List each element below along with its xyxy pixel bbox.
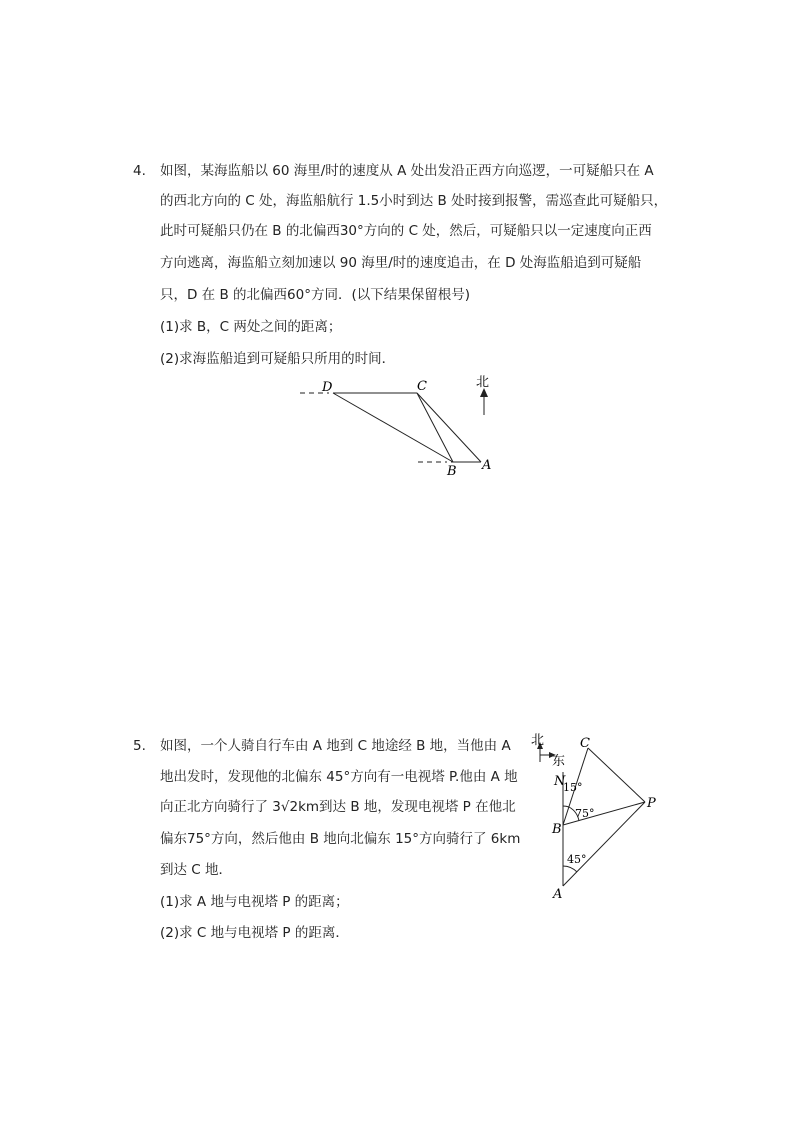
angle-label-75: 75° (575, 807, 595, 820)
problem-text-line: 偏东75°方向，然后他由 B 地向北偏东 15°方向骑行了 6km (160, 831, 521, 847)
sub-question: (2)求 C 地与电视塔 P 的距离． (160, 925, 349, 941)
problem-text-line: 的西北方向的 C 处，海监船航行 1.5小时到达 B 处时接到报警，需巡查此可疑船只， (160, 193, 668, 209)
point-label-b: B (552, 822, 562, 837)
problem-text-line: 地出发时，发现他的北偏东 45°方向有一电视塔 P.他由 A 地 (160, 769, 518, 785)
sub-question: (2)求海监船追到可疑船只所用的时间． (160, 351, 396, 367)
problem-number: 4. (133, 163, 146, 179)
sub-question: (1)求 B，C 两处之间的距离； (160, 319, 342, 335)
point-label-p: P (647, 796, 656, 811)
problem-text-line: 如图，某海监船以 60 海里/时的速度从 A 处出发沿正西方向巡逻，一可疑船只在 A (160, 163, 654, 179)
problem-text-line: 如图，一个人骑自行车由 A 地到 C 地途经 B 地，当他由 A (160, 738, 511, 754)
north-label: 北 (531, 733, 545, 748)
point-label-c: C (580, 736, 590, 751)
problem-text-line: 向正北方向骑行了 3√2km到达 B 地，发现电视塔 P 在他北 (160, 799, 516, 815)
problem-number: 5. (133, 738, 146, 754)
angle-label-15: 15° (563, 781, 583, 794)
problem-text-line: 方向逃离，海监船立刻加速以 90 海里/时的速度追击，在 D 处海监船追到可疑船 (160, 255, 642, 271)
problem-text-line: 此时可疑船只仍在 B 的北偏西30°方向的 C 处，然后，可疑船只以一定速度向正西 (160, 223, 652, 239)
point-label-a: A (553, 887, 563, 902)
point-label-a: A (482, 458, 492, 473)
problem-text-line: 只，D 在 B 的北偏西60°方同．(以下结果保留根号) (160, 287, 470, 303)
north-label: 北 (476, 375, 490, 390)
angle-label-45: 45° (567, 853, 587, 866)
problem-text-line: 到达 C 地． (160, 862, 233, 878)
point-label-c: C (417, 379, 427, 394)
point-label-n: N (554, 774, 566, 789)
point-label-b: B (447, 464, 457, 479)
east-label: 东 (552, 754, 566, 769)
point-label-d: D (322, 380, 333, 395)
sub-question: (1)求 A 地与电视塔 P 的距离； (160, 894, 349, 910)
